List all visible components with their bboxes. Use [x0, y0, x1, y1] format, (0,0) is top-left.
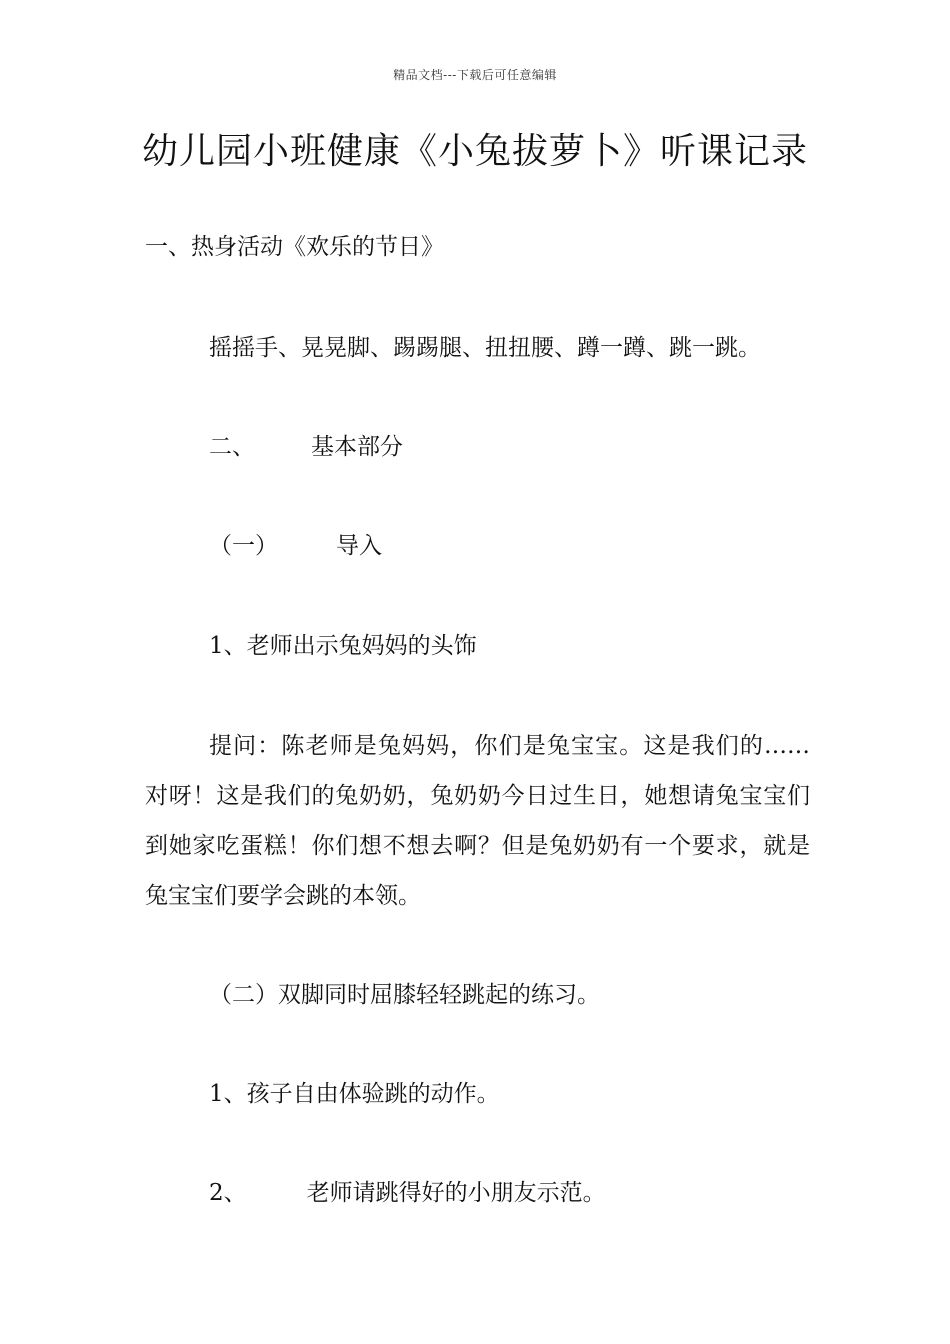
intro-label: 导入 [336, 533, 382, 559]
practice-item-2 [209, 1168, 606, 1218]
document-title: 幼儿园小班健康《小兔拔萝卜》听课记录 [141, 131, 808, 172]
intro-number: （一） [209, 533, 278, 559]
part2-label: 基本部分 [311, 434, 403, 460]
header-note: 精品文档---下载后可任意编辑 [393, 68, 557, 82]
practice-item-2-number: 2、 [209, 1180, 247, 1206]
intro-heading [209, 521, 382, 571]
part2-heading [209, 422, 403, 472]
practice-item-1: 1、孩子自由体验跳的动作。 [209, 1081, 500, 1107]
part2-number: 二、 [209, 434, 255, 460]
question-paragraph: 提问：陈老师是兔妈妈，你们是兔宝宝。这是我们的…… 对呀！这是我们的兔奶奶，兔奶奶今日过生日，她想请兔宝宝们到她家吃蛋糕！你们想不想去啊？但是兔奶奶有一个要求，就是兔宝宝们要学会跳的本领。 [145, 733, 810, 909]
warmup-body: 摇摇手、晃晃脚、踢踢腿、扭扭腰、蹲一蹲、跳一跳。 [209, 335, 761, 361]
practice-item-2-text: 老师请跳得好的小朋友示范。 [306, 1180, 606, 1206]
practice-heading: （二）双脚同时屈膝轻轻跳起的练习。 [209, 982, 600, 1008]
warmup-heading: 一、热身活动《欢乐的节日》 [145, 234, 444, 260]
intro-item-1: 1、老师出示兔妈妈的头饰 [209, 633, 477, 659]
